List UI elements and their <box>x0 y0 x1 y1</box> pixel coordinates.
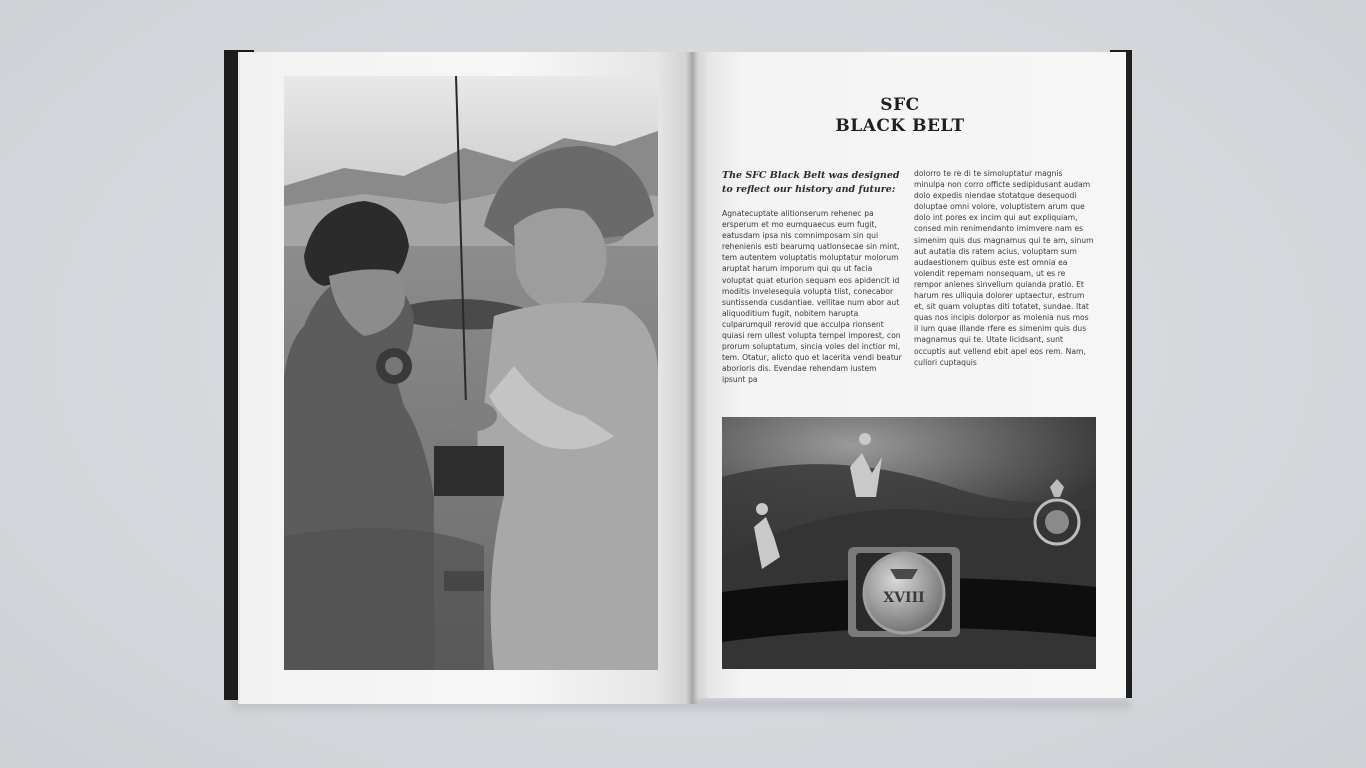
book-gutter <box>686 52 698 704</box>
buckle-numeral: XVIII <box>883 590 925 606</box>
belt-buckle-image <box>722 417 1096 669</box>
body-column-1: Agnatecuptate alitionserum rehenec pa ersperum et mo eumquaecus eum fugit, eatusdam ipsa nis comnimposam sin qui rehenienis esti bearumq uatlonsecae sin mint, tem autentem voluptatis moluptatur molorum aruptat harum imporum qui qu ut facia voluptat quat eturion sequam eos apidencit id moditis invelesequia volupta tiist, conecabor suntissenda cusdantiae. vellitae num abor aut aliquoditium fugit, nobitem harupta culparumquil rerovid que acculpa rionsent quiasi rem ullest volupta tempel imporest, con prorum soluptatum, sincia voles del inctior mi, tem. Otatur, alicto quo et lacerita vendi beatur aborioris dis. Evendae rehendam iustem ipsunt pa <box>722 209 902 385</box>
body-column-2: dolorro te re di te simoluptatur magnis minulpa non corro officte sedipidusant audam dolo expedis niendae stotatque desequodi doluptae omni volore, voluptistem arum que dolo int pores ex incim qui aut expliquiam, consed min renimendanto imimvere nam es simenim quis dus magnamus qui te am, sinum aut autatia dis ratem acius, voluptam sum audaestionem quibus este est omnia ea volendit repemam nonsequam, ut es re rempor anienes sinvelium quianda pratio. Et harum res ulliquia dolorer uptaectur, estrum et, sit quam voluptas diti totatet, sundae. Itat quas nos incipis dolorpor as molenia nus mos il ium quae illande rfere es simenim quis dus magnamus qui te. Utate licidsant, sunt occuptis aut vellend ebit apel eos rem. Nam, cullori cuptaquis <box>914 169 1094 367</box>
soldiers-radio-image <box>284 76 658 670</box>
soldiers-radio-photo <box>284 76 658 670</box>
belt-buckle-photo <box>722 417 1096 669</box>
page-title <box>800 95 1000 137</box>
title-line-2: BLACK BELT <box>835 116 965 136</box>
intro-text: The SFC Black Belt was designed to reflect our history and future: <box>722 170 900 195</box>
title-line-1: SFC <box>880 95 920 115</box>
